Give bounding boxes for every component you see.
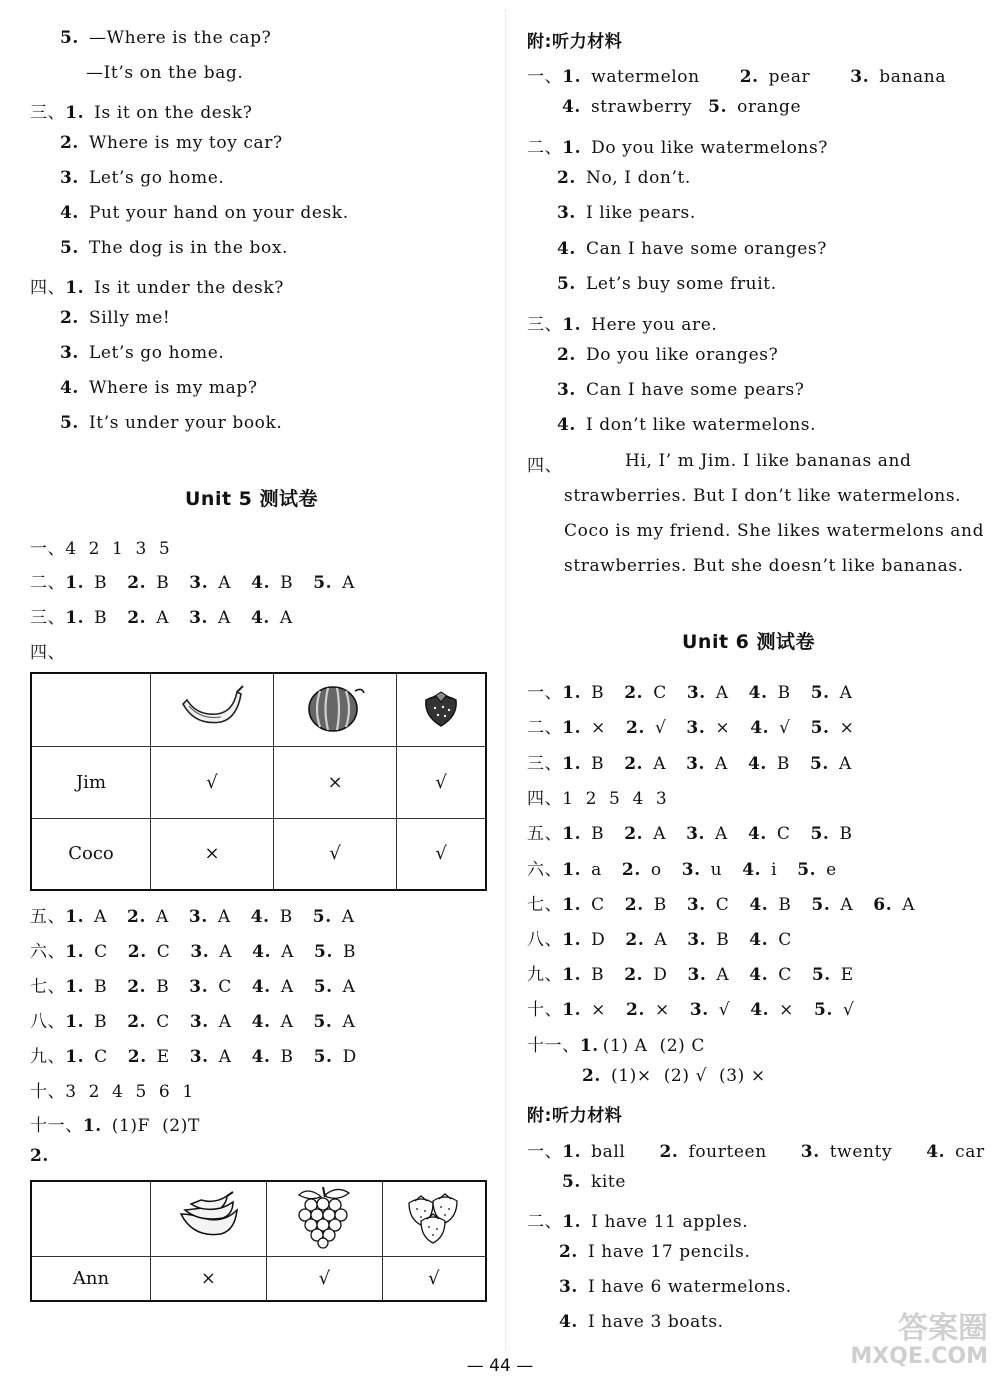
- question-number: 3.: [189, 977, 209, 997]
- question-number: 2.: [127, 573, 147, 593]
- empty-header-cell: [31, 1181, 151, 1256]
- answer-value: A: [279, 608, 293, 628]
- answer-value: A: [716, 965, 730, 985]
- mark-cell: √: [382, 1256, 486, 1301]
- question-number: 1.: [562, 683, 582, 703]
- question-number: 4.: [750, 718, 770, 738]
- answer-value: B: [94, 1012, 108, 1032]
- answer-value: √: [842, 1000, 855, 1020]
- question-number: 2.: [127, 1012, 147, 1032]
- listening-3-item-2: 2. Do you like oranges?: [557, 345, 779, 365]
- question-number: 1.: [65, 1012, 85, 1032]
- question-number: 3.: [189, 573, 209, 593]
- section-4-item-5: 5. It’s under your book.: [60, 413, 283, 433]
- question-number: 3.: [689, 1000, 709, 1020]
- answer-value: ×: [654, 1000, 670, 1020]
- answer-value: B: [716, 930, 730, 950]
- unit6-title: Unit 6 测试卷: [682, 631, 815, 653]
- question-number: 4.: [749, 895, 769, 915]
- fruit-preference-table-ann: [30, 1180, 487, 1302]
- answer-value: A: [281, 942, 295, 962]
- answer-value: C: [591, 895, 605, 915]
- u5-section-10: 十、3 2 4 5 6 1: [30, 1082, 194, 1102]
- answer-value: A: [342, 977, 356, 997]
- answer-value: i: [771, 860, 778, 880]
- section-label: 三、: [527, 754, 563, 774]
- question-number: 2.: [127, 977, 147, 997]
- bananas-header-cell: [151, 1181, 267, 1256]
- answer-value: C: [156, 942, 171, 962]
- answer-value: A: [839, 683, 853, 703]
- question-number: 2.: [127, 608, 147, 628]
- listening-4-line-2: strawberries. But I don’t like watermelons.: [564, 486, 962, 506]
- question-number: 1.: [562, 1000, 582, 1020]
- answer-value: ×: [591, 718, 607, 738]
- listening-b1-line-2: 5. kite: [562, 1172, 626, 1192]
- mark-cell: √: [274, 818, 397, 890]
- strawberry-icon: [416, 682, 466, 732]
- section-3-item-4: 4. Put your hand on your desk.: [60, 203, 349, 223]
- answer-value: B: [839, 824, 853, 844]
- question-number: 1.: [65, 942, 85, 962]
- question-number: 4.: [251, 573, 271, 593]
- question-number: 1.: [562, 965, 582, 985]
- question-number: 2.: [625, 930, 645, 950]
- question-number: 6.: [873, 895, 893, 915]
- answer-value: B: [280, 573, 294, 593]
- answer-value: C: [778, 965, 792, 985]
- u5-section-6: [30, 937, 356, 962]
- u6-section-3: [527, 749, 852, 774]
- answer-value: A: [902, 895, 916, 915]
- answer-value: B: [777, 683, 791, 703]
- question-number: 5.: [313, 573, 333, 593]
- table-row-name: Ann: [31, 1256, 151, 1301]
- answer-value: e: [826, 860, 837, 880]
- question-number: 3.: [189, 1012, 209, 1032]
- question-number: 4.: [747, 754, 767, 774]
- question-number: 5.: [313, 1047, 333, 1067]
- answer-value: A: [341, 907, 355, 927]
- section-label: 五、: [527, 824, 563, 844]
- question-number: 3.: [189, 608, 209, 628]
- question-number: 1.: [65, 907, 85, 927]
- mark-cell: √: [397, 746, 486, 818]
- u6-section-11-part-2: 2. (1)× (2) √ (3) ×: [582, 1066, 766, 1086]
- u6-section-4: 四、1 2 5 4 3: [527, 789, 668, 809]
- listening-2-item-1: 二、1. Do you like watermelons?: [527, 138, 829, 158]
- question-number: 5.: [810, 718, 830, 738]
- question-number: 4.: [747, 824, 767, 844]
- answer-value: ×: [779, 1000, 795, 1020]
- answer-value: D: [342, 1047, 357, 1067]
- answer-value: A: [280, 977, 294, 997]
- section-label: 十、: [527, 1000, 563, 1020]
- answer-value: C: [715, 895, 730, 915]
- answer-value: A: [218, 1012, 232, 1032]
- q5-line-b: —It’s on the bag.: [86, 63, 244, 83]
- listening-b2-item-2: 2. I have 17 pencils.: [559, 1242, 751, 1262]
- answer-value: C: [776, 824, 791, 844]
- answer-value: C: [653, 683, 667, 703]
- mark-cell: ×: [151, 1256, 267, 1301]
- mark-cell: ×: [274, 746, 397, 818]
- listening-1-line-2: 4. strawberry 5. orange: [562, 97, 802, 117]
- answer-value: √: [779, 718, 791, 738]
- listening-2-item-4: 4. Can I have some oranges?: [557, 239, 827, 259]
- question-number: 5.: [313, 1012, 333, 1032]
- section-label: 九、: [30, 1047, 66, 1067]
- watermark-logo: [850, 1312, 988, 1369]
- mark-cell: √: [397, 818, 486, 890]
- question-number: 2.: [624, 683, 644, 703]
- section-label: 八、: [30, 1012, 66, 1032]
- watermark-text: 答案圈: [898, 1310, 988, 1346]
- u6-section-7: [527, 890, 915, 915]
- listening-2-item-2: 2. No, I don’t.: [557, 168, 691, 188]
- question-number: 2.: [621, 860, 641, 880]
- question-number: 3.: [687, 930, 707, 950]
- answer-value: C: [218, 977, 232, 997]
- appendix-heading-1: 附:听力材料: [527, 32, 623, 52]
- listening-b2-item-3: 3. I have 6 watermelons.: [559, 1277, 792, 1297]
- answer-value: A: [218, 1047, 232, 1067]
- question-number: 5.: [313, 977, 333, 997]
- u6-section-2: [527, 713, 854, 738]
- question-number: 3.: [188, 907, 208, 927]
- fruit-preference-table: [30, 672, 487, 891]
- answer-value: a: [591, 860, 602, 880]
- listening-b2-item-4: 4. I have 3 boats.: [559, 1312, 724, 1332]
- question-number: 5.: [810, 824, 830, 844]
- section-label: 六、: [30, 942, 66, 962]
- u5-section-1: 一、4 2 1 3 5: [30, 539, 171, 559]
- listening-b2-item-1: 二、1. I have 11 apples.: [527, 1212, 749, 1232]
- answer-value: A: [838, 754, 852, 774]
- section-4-item-4: 4. Where is my map?: [60, 378, 258, 398]
- question-number: 1.: [562, 895, 582, 915]
- question-number: 5.: [811, 965, 831, 985]
- answer-value: ×: [715, 718, 731, 738]
- answer-value: B: [778, 895, 792, 915]
- question-number: 5.: [810, 683, 830, 703]
- answer-value: B: [653, 895, 667, 915]
- question-number: 4.: [251, 1012, 271, 1032]
- answer-value: A: [715, 754, 728, 774]
- section-label: 二、: [30, 573, 66, 593]
- question-number: 2.: [127, 942, 147, 962]
- u6-section-6: [527, 855, 837, 880]
- answer-value: A: [218, 608, 231, 628]
- answer-value: A: [715, 824, 728, 844]
- u6-section-10: [527, 995, 854, 1020]
- grapes-icon: [289, 1183, 359, 1249]
- banana-header-cell: [151, 673, 274, 746]
- listening-4-line-1: Hi, I’ m Jim. I like bananas and: [625, 451, 912, 471]
- answer-value: B: [94, 977, 108, 997]
- question-number: 4.: [748, 683, 768, 703]
- u5-section-8: [30, 1007, 355, 1032]
- grapes-header-cell: [266, 1181, 382, 1256]
- answer-value: A: [654, 930, 668, 950]
- u6-section-5: [527, 819, 853, 844]
- listening-4-label: 四、: [527, 456, 563, 476]
- q5-line-a: 5. —Where is the cap?: [60, 28, 272, 48]
- section-label: 三、: [30, 608, 66, 628]
- listening-4-line-4: strawberries. But she doesn’t like bananas.: [564, 556, 964, 576]
- answer-value: B: [279, 907, 293, 927]
- section-3-item-2: 2. Where is my toy car?: [60, 133, 283, 153]
- answer-value: √: [654, 718, 667, 738]
- table-row-name: Jim: [31, 746, 151, 818]
- section-3-item-1: 三、1. Is it on the desk?: [30, 103, 253, 123]
- listening-3-item-3: 3. Can I have some pears?: [557, 380, 805, 400]
- unit5-title: Unit 5 测试卷: [185, 488, 318, 510]
- u5-section-7: [30, 972, 356, 997]
- question-number: 3.: [686, 754, 706, 774]
- section-4-item-2: 2. Silly me!: [60, 308, 171, 328]
- question-number: 5.: [814, 1000, 833, 1020]
- section-label: 一、: [527, 683, 563, 703]
- answer-value: u: [710, 860, 723, 880]
- watermelon-icon: [300, 679, 370, 735]
- mark-cell: √: [151, 746, 274, 818]
- question-number: 4.: [749, 930, 769, 950]
- bananas-icon: [173, 1188, 243, 1244]
- question-number: 3.: [190, 942, 210, 962]
- answer-value: A: [342, 573, 356, 593]
- question-number: 1.: [562, 718, 582, 738]
- question-number: 1.: [65, 573, 85, 593]
- answer-value: A: [342, 1012, 356, 1032]
- answer-value: o: [650, 860, 662, 880]
- section-label: 六、: [527, 860, 563, 880]
- column-divider: [505, 10, 506, 1350]
- u5-section-3: [30, 603, 293, 628]
- question-number: 2.: [127, 1047, 147, 1067]
- question-number: 3.: [686, 895, 706, 915]
- question-number: 3.: [686, 824, 706, 844]
- mark-cell: ×: [151, 818, 274, 890]
- question-number: 5.: [312, 907, 332, 927]
- question-number: 2.: [624, 965, 644, 985]
- watermark-url: MXQE.COM: [850, 1343, 988, 1369]
- question-number: 1.: [65, 977, 85, 997]
- section-label: 九、: [527, 965, 563, 985]
- answer-value: B: [94, 573, 108, 593]
- answer-value: B: [776, 754, 790, 774]
- question-number: 4.: [250, 608, 270, 628]
- listening-1-line-1: 一、1. watermelon 2. pear 3. banana: [527, 67, 947, 87]
- u6-section-8: [527, 925, 792, 950]
- empty-header-cell: [31, 673, 151, 746]
- answer-value: √: [718, 1000, 731, 1020]
- answer-value: A: [218, 573, 232, 593]
- section-label: 二、: [527, 718, 563, 738]
- u6-section-9: [527, 960, 854, 985]
- strawberries-header-cell: [382, 1181, 486, 1256]
- u6-section-1: [527, 678, 853, 703]
- question-number: 2.: [626, 718, 645, 738]
- listening-3-item-4: 4. I don’t like watermelons.: [557, 415, 817, 435]
- answer-value: B: [591, 824, 605, 844]
- question-number: 2.: [624, 754, 644, 774]
- appendix-heading-2: 附:听力材料: [527, 1106, 623, 1126]
- u5-section-11: 十一、1. (1)F (2)T: [30, 1116, 200, 1136]
- question-number: 5.: [809, 754, 829, 774]
- watermelon-header-cell: [274, 673, 397, 746]
- question-number: 5.: [314, 942, 333, 962]
- question-number: 1.: [562, 754, 582, 774]
- strawberry-header-cell: [397, 673, 486, 746]
- answer-value: D: [591, 930, 606, 950]
- answer-value: D: [653, 965, 668, 985]
- listening-3-item-1: 三、1. Here you are.: [527, 315, 718, 335]
- answer-value: C: [156, 1012, 170, 1032]
- u5-section-11-part-2: 2.: [30, 1146, 49, 1166]
- question-number: 3.: [189, 1047, 209, 1067]
- section-3-item-3: 3. Let’s go home.: [60, 168, 225, 188]
- u5-section-4-label: 四、: [30, 643, 66, 663]
- banana-icon: [177, 682, 247, 732]
- question-number: 1.: [65, 1047, 85, 1067]
- answer-value: A: [715, 683, 729, 703]
- listening-b1-line-1: 一、1. ball 2. fourteen 3. twenty 4. car: [527, 1142, 985, 1162]
- listening-2-item-5: 5. Let’s buy some fruit.: [557, 274, 777, 294]
- answer-value: B: [156, 977, 170, 997]
- question-number: 4.: [251, 1047, 271, 1067]
- answer-value: ×: [839, 718, 855, 738]
- answer-value: C: [94, 1047, 108, 1067]
- question-number: 5.: [811, 895, 831, 915]
- question-number: 4.: [750, 1000, 770, 1020]
- question-number: 2.: [624, 895, 644, 915]
- answer-value: B: [591, 683, 605, 703]
- section-label: 八、: [527, 930, 563, 950]
- question-number: 1.: [65, 608, 85, 628]
- u5-section-2: [30, 568, 355, 593]
- table-row-name: Coco: [31, 818, 151, 890]
- answer-value: B: [280, 1047, 294, 1067]
- question-number: 2.: [624, 824, 644, 844]
- u6-section-11: 十一、1. (1) A (2) C: [527, 1036, 706, 1056]
- question-number: 3.: [681, 860, 701, 880]
- section-label: 七、: [527, 895, 563, 915]
- question-number: 2.: [127, 907, 146, 927]
- answer-value: B: [591, 965, 605, 985]
- answer-value: C: [94, 942, 108, 962]
- section-label: 五、: [30, 907, 66, 927]
- answer-value: A: [156, 907, 169, 927]
- answer-value: B: [156, 573, 170, 593]
- mark-cell: √: [266, 1256, 382, 1301]
- question-number: 1.: [562, 930, 582, 950]
- answer-value: A: [840, 895, 854, 915]
- u5-section-9: [30, 1042, 357, 1067]
- question-number: 5.: [797, 860, 817, 880]
- listening-4-line-3: Coco is my friend. She likes watermelons and: [564, 521, 985, 541]
- question-number: 3.: [687, 965, 707, 985]
- answer-value: A: [217, 907, 231, 927]
- answer-value: C: [778, 930, 792, 950]
- question-number: 4.: [749, 965, 769, 985]
- answer-value: B: [94, 608, 108, 628]
- question-number: 3.: [686, 718, 706, 738]
- answer-value: A: [280, 1012, 294, 1032]
- u5-section-5: [30, 902, 355, 927]
- question-number: 4.: [252, 942, 272, 962]
- question-number: 4.: [251, 977, 271, 997]
- answer-value: B: [342, 942, 357, 962]
- section-3-item-5: 5. The dog is in the box.: [60, 238, 289, 258]
- page-number: — 44 —: [466, 1356, 534, 1376]
- answer-value: E: [156, 1047, 170, 1067]
- section-label: 七、: [30, 977, 66, 997]
- question-number: 1.: [562, 860, 582, 880]
- answer-value: A: [156, 608, 170, 628]
- section-4-item-1: 四、1. Is it under the desk?: [30, 278, 284, 298]
- question-number: 4.: [742, 860, 762, 880]
- question-number: 2.: [626, 1000, 645, 1020]
- answer-value: B: [591, 754, 605, 774]
- section-4-item-3: 3. Let’s go home.: [60, 343, 225, 363]
- answer-value: A: [94, 907, 108, 927]
- question-number: 1.: [562, 824, 582, 844]
- question-number: 4.: [250, 907, 270, 927]
- question-number: 3.: [686, 683, 706, 703]
- listening-2-item-3: 3. I like pears.: [557, 203, 696, 223]
- answer-value: A: [219, 942, 233, 962]
- answer-value: ×: [591, 1000, 607, 1020]
- answer-value: A: [653, 754, 667, 774]
- answer-value: A: [653, 824, 667, 844]
- answer-value: E: [840, 965, 854, 985]
- strawberries-icon: [403, 1185, 465, 1247]
